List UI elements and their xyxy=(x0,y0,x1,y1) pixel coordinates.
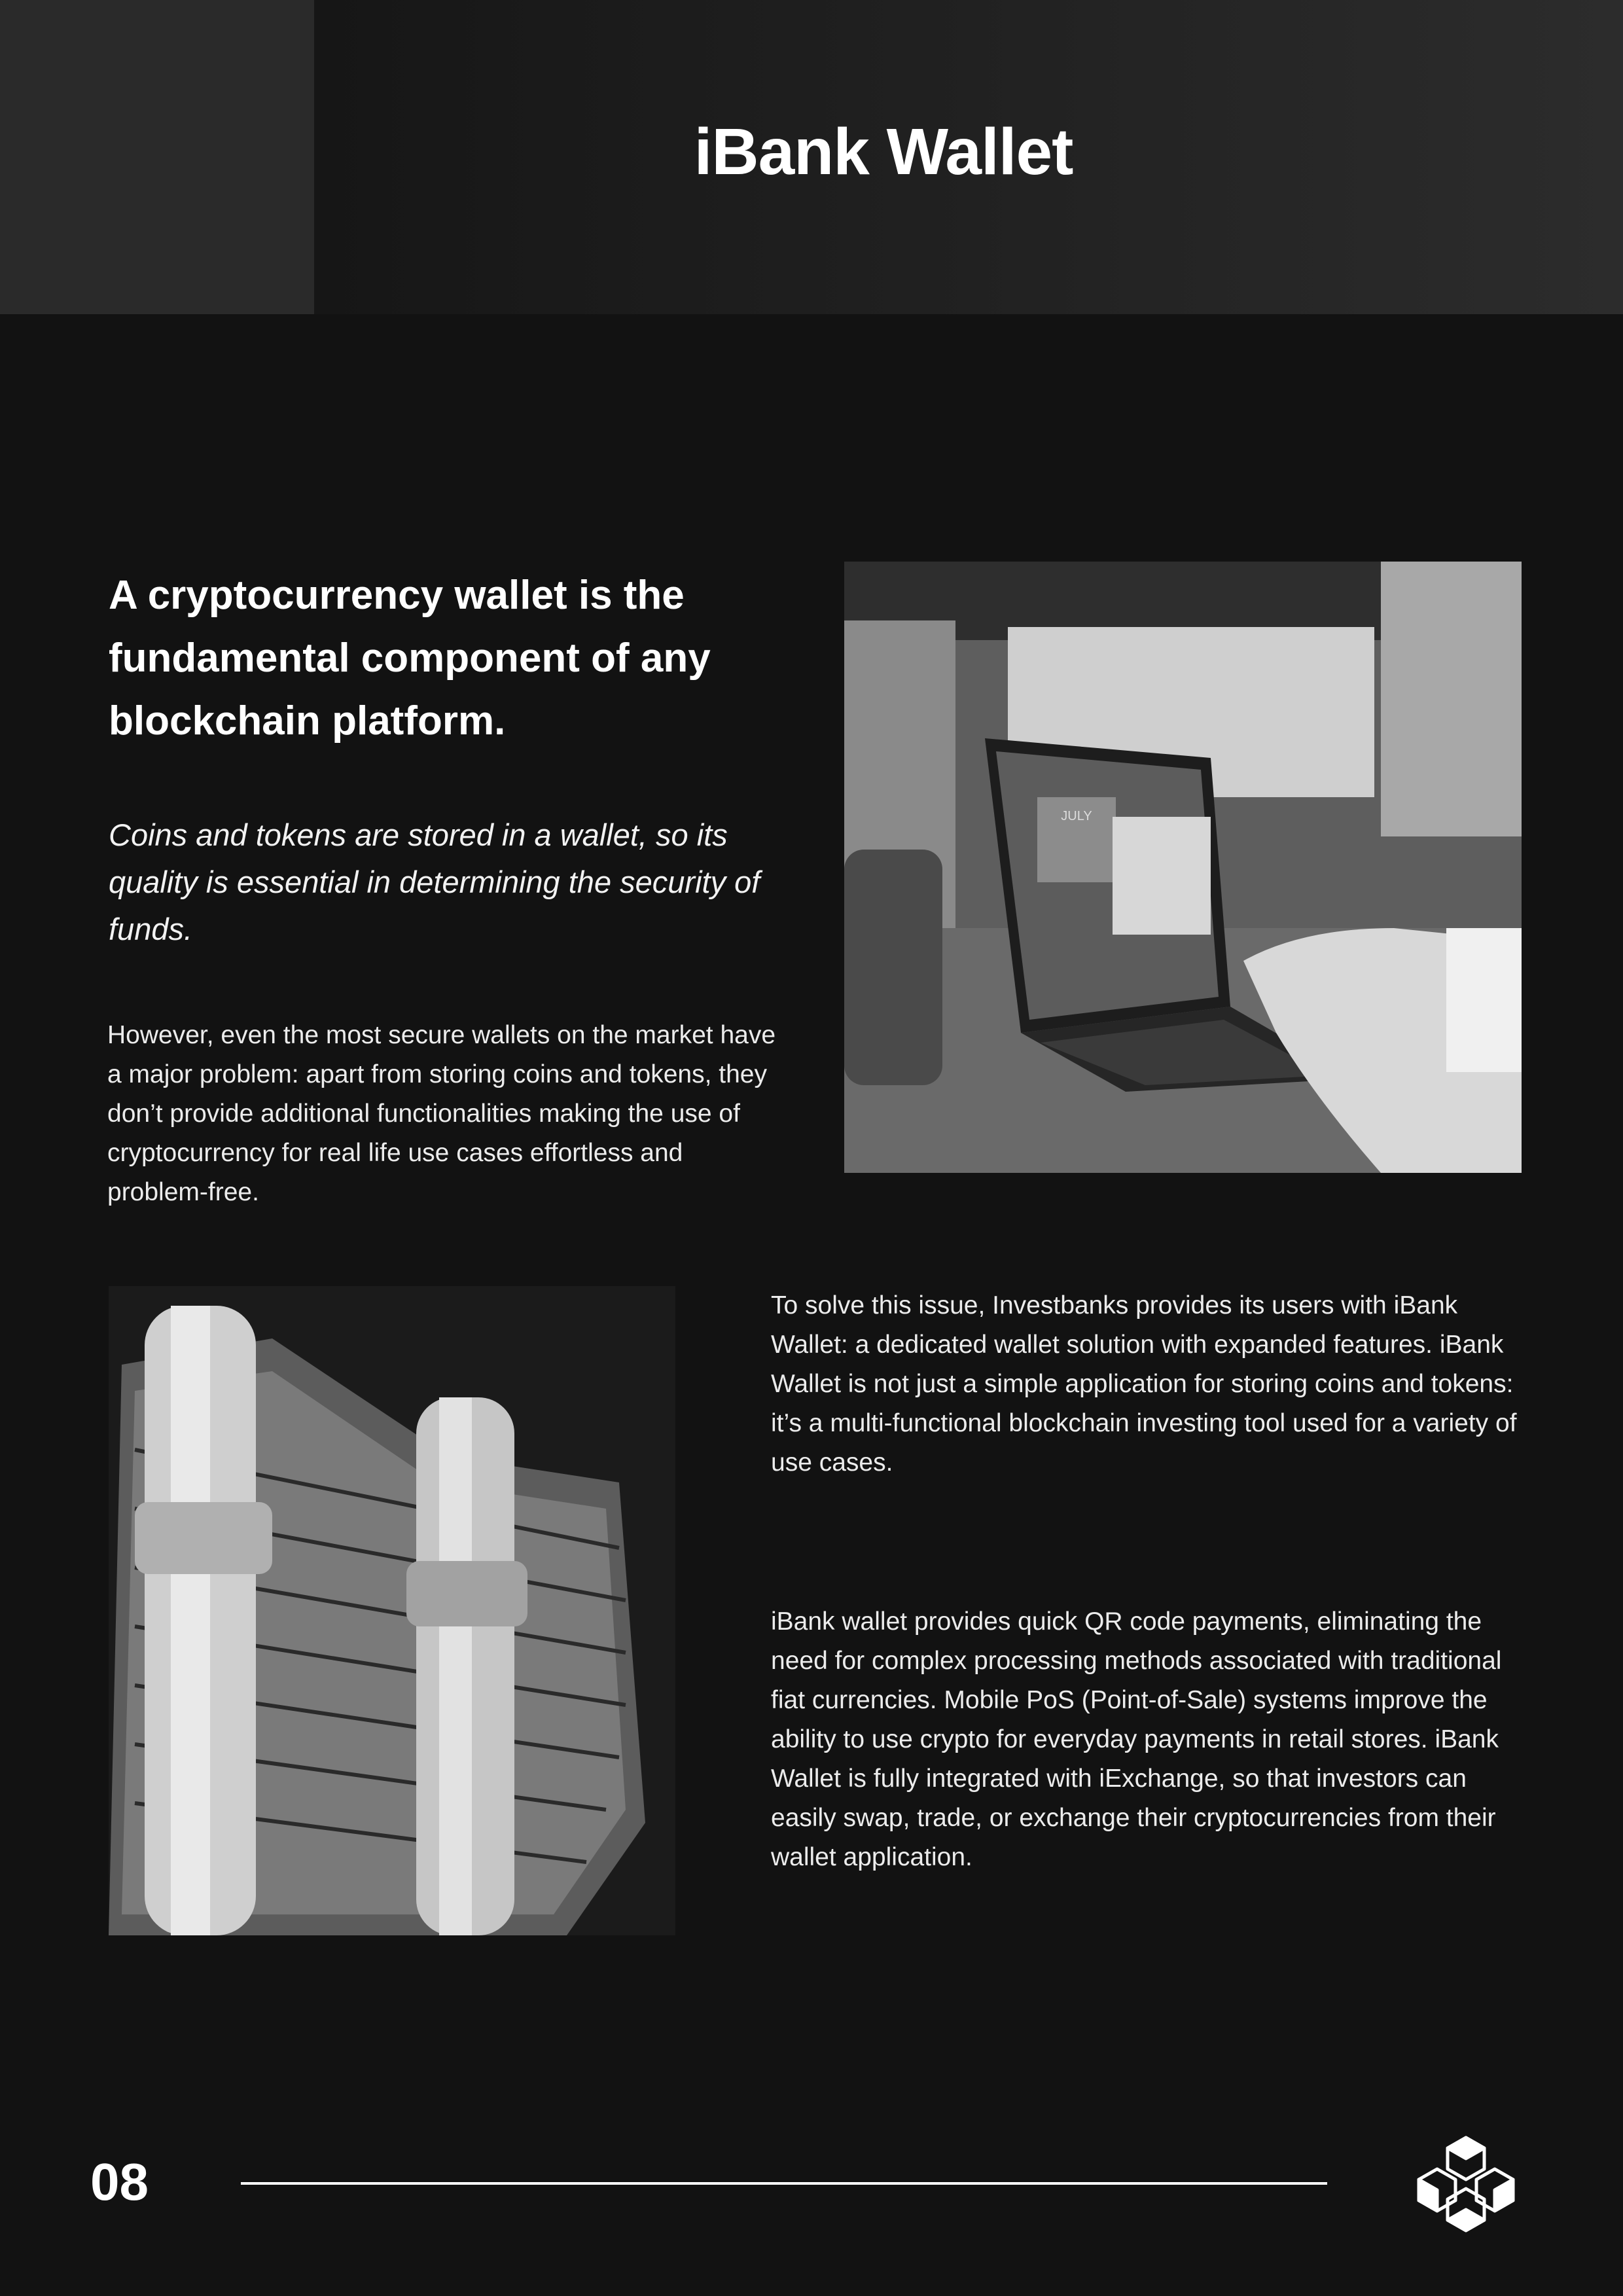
page-title: iBank Wallet xyxy=(694,115,1073,188)
cubes-logo-icon xyxy=(1414,2135,1518,2233)
header-corner-block xyxy=(0,0,314,314)
headline: A cryptocurrency wallet is the fundamental component of any blockchain platform. xyxy=(109,573,711,744)
building-photo xyxy=(109,1286,675,1935)
lead-paragraph: Coins and tokens are stored in a wallet, so its quality is essential in determining the security of funds. xyxy=(109,817,760,946)
body-paragraph-2: To solve this issue, Investbanks provides its users with iBank Wallet: a dedicated wallet solution with expanded features. iBank Wallet is not just a simple application for storing coins and tokens: it’s a multi-functional blockchain investing tool used for a variety of use cases. xyxy=(771,1291,1517,1477)
laptop-photo xyxy=(844,562,1522,1173)
footer-divider xyxy=(241,2182,1327,2185)
body-paragraph-1: However, even the most secure wallets on the market have a major problem: apart from storing coins and tokens, they don’t provide additional functionalities making the use of cryptocurrency for real life use cases effortless and problem-free. xyxy=(107,1021,776,1206)
body-paragraph-3: iBank wallet provides quick QR code payments, eliminating the need for complex processing methods associated with traditional fiat currencies. Mobile PoS (Point-of-Sale) systems improve the ability to use crypto for everyday payments in retail stores. iBank Wallet is fully integrated with iExchange, so that investors can easily swap, trade, or exchange their cryptocurrencies from their wallet application. xyxy=(771,1607,1502,1871)
page-number: 08 xyxy=(90,2153,149,2211)
laptop-screen-text: JULY xyxy=(1061,809,1092,823)
